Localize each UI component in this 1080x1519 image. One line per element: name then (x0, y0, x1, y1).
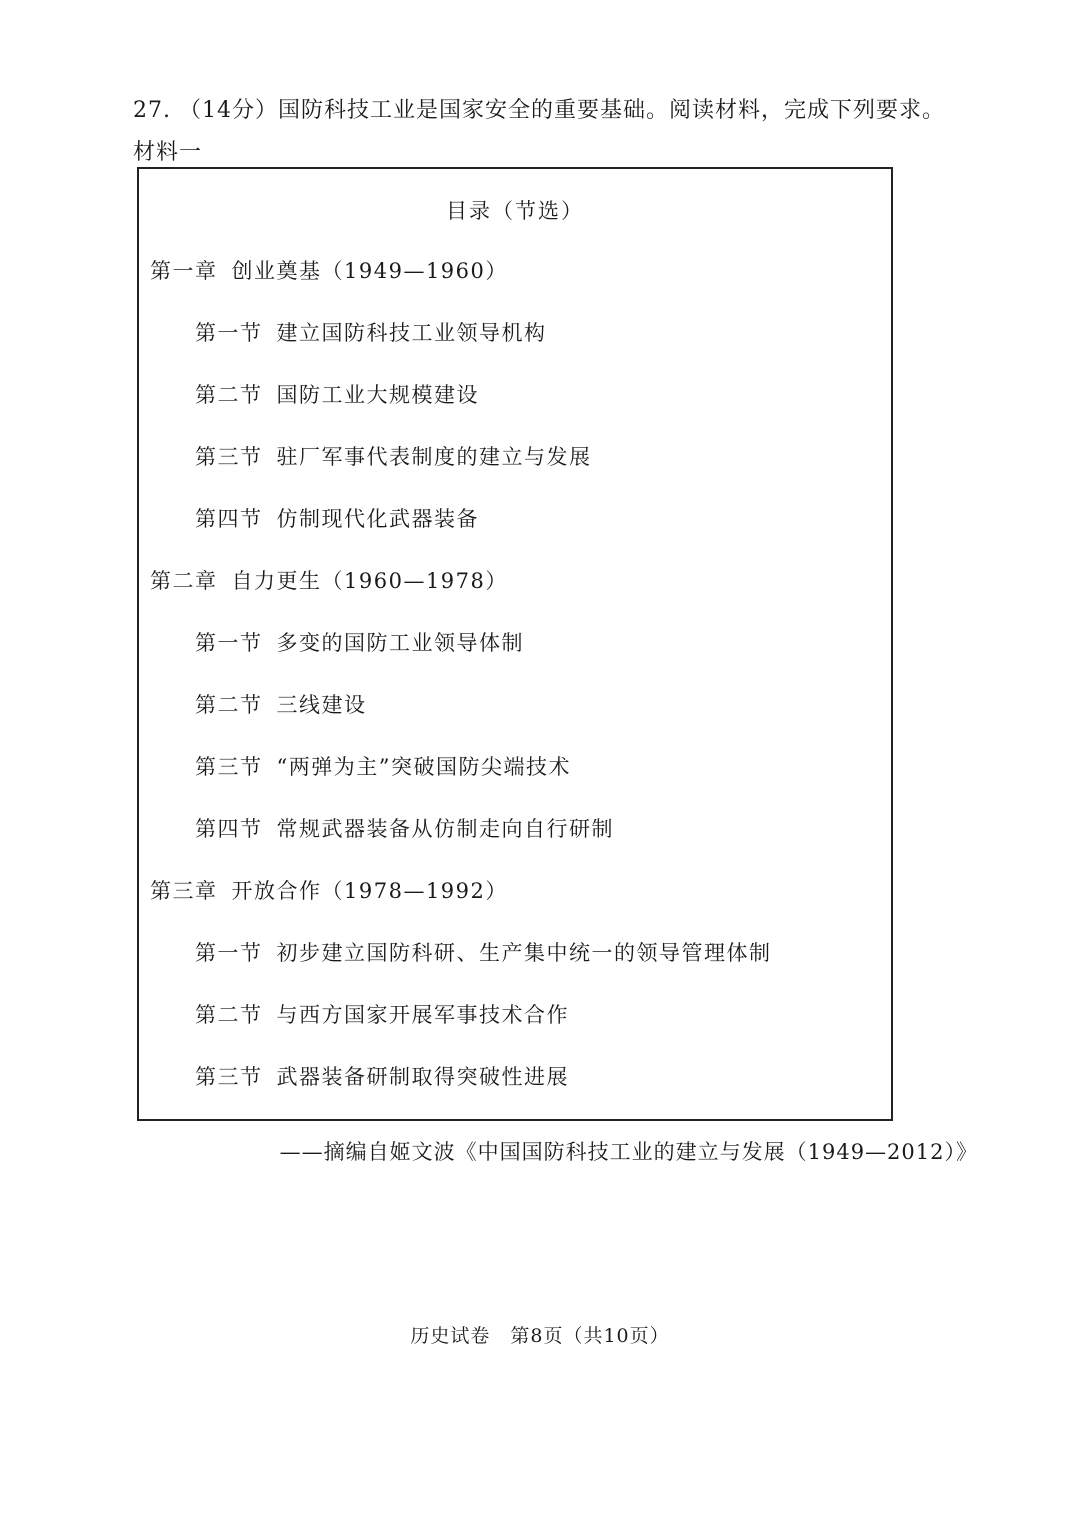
toc-title: 目录（节选） (446, 199, 584, 223)
toc-section (195, 317, 547, 347)
material-label: 材料一 (133, 140, 203, 165)
toc-section (195, 689, 367, 719)
toc-section (195, 1061, 569, 1091)
section-title: 武器装备研制取得突破性进展 (276, 1065, 569, 1089)
section-label: 第一节 (195, 631, 263, 655)
section-title: 初步建立国防科研、生产集中统一的领导管理体制 (276, 941, 772, 965)
section-label: 第三节 (195, 445, 263, 469)
chapter-label: 第三章 (150, 879, 218, 903)
table-of-contents-box (137, 167, 893, 1121)
toc-section (195, 813, 614, 843)
chapter-label: 第一章 (150, 259, 218, 283)
section-label: 第一节 (195, 321, 263, 345)
section-label: 第二节 (195, 1003, 263, 1027)
toc-section (195, 379, 479, 409)
section-title: 三线建设 (276, 693, 367, 717)
section-label: 第四节 (195, 817, 263, 841)
section-title: 国防工业大规模建设 (276, 383, 479, 407)
section-label: 第二节 (195, 693, 263, 717)
section-title: 与西方国家开展军事技术合作 (276, 1003, 569, 1027)
question-stem: 27. （14分）国防科技工业是国家安全的重要基础。阅读材料，完成下列要求。 (133, 98, 945, 123)
toc-section (195, 627, 524, 657)
section-label: 第二节 (195, 383, 263, 407)
section-title: 多变的国防工业领导体制 (276, 631, 524, 655)
section-label: 第一节 (195, 941, 263, 965)
section-title: “两弹为主”突破国防尖端技术 (276, 755, 571, 779)
section-title: 建立国防科技工业领导机构 (276, 321, 547, 345)
section-title: 仿制现代化武器装备 (276, 507, 479, 531)
toc-section (195, 751, 571, 781)
toc-section (195, 937, 772, 967)
toc-chapter-3 (150, 875, 508, 905)
chapter-label: 第二章 (150, 569, 218, 593)
section-label: 第四节 (195, 507, 263, 531)
section-title: 常规武器装备从仿制走向自行研制 (276, 817, 614, 841)
toc-section (195, 441, 592, 471)
toc-chapter-1 (150, 255, 508, 285)
chapter-title: 开放合作（1978—1992） (231, 879, 508, 903)
source-citation: ——摘编自姬文波《中国国防科技工业的建立与发展（1949—2012）》 (279, 1140, 978, 1164)
chapter-title: 创业奠基（1949—1960） (231, 259, 508, 283)
page-footer: 历史试卷 第8页（共10页） (410, 1325, 670, 1347)
toc-section (195, 999, 569, 1029)
chapter-title: 自力更生（1960—1978） (231, 569, 508, 593)
section-label: 第三节 (195, 1065, 263, 1089)
toc-chapter-2 (150, 565, 508, 595)
toc-section (195, 503, 479, 533)
section-title: 驻厂军事代表制度的建立与发展 (276, 445, 592, 469)
section-label: 第三节 (195, 755, 263, 779)
